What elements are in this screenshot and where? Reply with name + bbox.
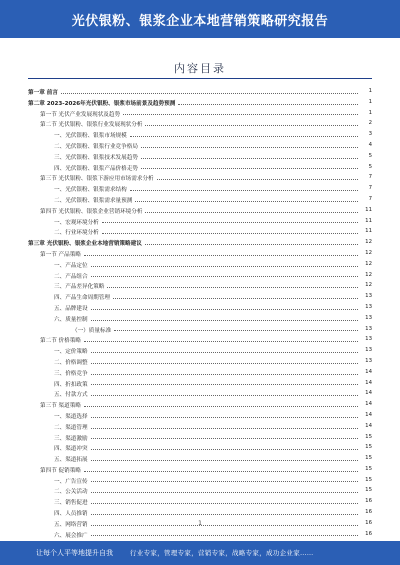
- toc-entry-page: 14: [365, 411, 372, 418]
- toc-leader-dots: [135, 201, 358, 202]
- toc-entry-label: 一、光伏银粉、银浆市场规模: [54, 133, 127, 140]
- toc-entry-label: 三、光伏银粉、银浆技术发展趋势: [54, 154, 138, 161]
- toc-entry-page: 15: [365, 455, 372, 462]
- top-banner: [0, 0, 400, 38]
- toc-leader-dots: [141, 147, 358, 148]
- toc-entry-label: 三、销售促进: [54, 500, 88, 507]
- toc-leader-dots: [91, 384, 358, 385]
- toc-leader-dots: [84, 406, 358, 407]
- toc-entry[interactable]: [28, 291, 372, 302]
- toc-entry-page: 13: [365, 293, 372, 300]
- toc-entry-page: 7: [368, 185, 372, 192]
- toc-entry[interactable]: [28, 162, 372, 173]
- toc-leader-dots: [145, 212, 358, 213]
- toc-leader-dots: [91, 352, 358, 353]
- toc-entry-label: 一、宏观环境分析: [54, 219, 99, 226]
- toc-entry-label: 第四节 光伏银粉、银浆企业营销环境分析: [40, 208, 143, 215]
- toc-entry[interactable]: [28, 86, 372, 97]
- toc-entry-page: 13: [365, 303, 372, 310]
- toc-entry[interactable]: [28, 432, 372, 443]
- toc-entry-page: 13: [365, 314, 372, 321]
- toc-entry-page: 14: [365, 379, 372, 386]
- toc-entry-label: 四、产品生命周期管理: [54, 295, 110, 302]
- toc-leader-dots: [145, 125, 358, 126]
- toc-leader-dots: [91, 266, 358, 267]
- toc-entry-page: 11: [365, 217, 372, 224]
- toc-entry-page: 11: [365, 228, 372, 235]
- toc-entry[interactable]: [28, 108, 372, 119]
- toc-leader-dots: [91, 320, 358, 321]
- toc-entry-label: 二、光伏银粉、银浆需求量预测: [54, 197, 133, 204]
- toc-entry[interactable]: [28, 194, 372, 205]
- toc-entry-page: 14: [365, 422, 372, 429]
- toc-entry-page: 7: [368, 195, 372, 202]
- toc-entry-page: 15: [365, 433, 372, 440]
- toc-entry[interactable]: [28, 410, 372, 421]
- toc-entry[interactable]: [28, 324, 372, 335]
- footer-brand: 让每个人平等地提升自我: [36, 549, 113, 557]
- toc-entry-page: 15: [365, 465, 372, 472]
- toc-leader-dots: [114, 330, 358, 331]
- toc-leader-dots: [145, 244, 358, 245]
- toc-entry[interactable]: [28, 151, 372, 162]
- toc-entry-page: 13: [365, 336, 372, 343]
- toc-entry-label: 第四节 促销策略: [40, 467, 81, 474]
- toc-entry[interactable]: [28, 226, 372, 237]
- toc-entry[interactable]: [28, 464, 372, 475]
- toc-leader-dots: [113, 298, 358, 299]
- toc-entry-label: 第三章 光伏银粉、银浆企业本地营销策略建议: [28, 241, 142, 248]
- toc-entry-label: 三、价格竞争: [54, 370, 88, 377]
- toc-leader-dots: [84, 471, 358, 472]
- toc-entry[interactable]: [28, 172, 372, 183]
- toc-leader-dots: [130, 190, 358, 191]
- toc-leader-dots: [91, 481, 358, 482]
- toc-entry-page: 12: [365, 260, 372, 267]
- toc-leader-dots: [84, 255, 358, 256]
- toc-entry-page: 16: [365, 498, 372, 505]
- toc-entry[interactable]: [28, 421, 372, 432]
- toc-leader-dots: [91, 438, 358, 439]
- toc-entry-label: 五、付款方式: [54, 392, 88, 399]
- toc-leader-dots: [91, 276, 358, 277]
- footer-banner: [0, 541, 400, 565]
- toc-entry-label: 第一章 前言: [28, 90, 58, 96]
- toc-leader-dots: [91, 514, 358, 515]
- toc-leader-dots: [91, 417, 358, 418]
- toc-entry[interactable]: [28, 388, 372, 399]
- toc-leader-dots: [107, 287, 358, 288]
- toc-leader-dots: [102, 222, 358, 223]
- toc-leader-dots: [91, 449, 358, 450]
- toc-entry[interactable]: [28, 97, 372, 108]
- toc-entry-label: 四、光伏银粉、银浆产品价格走势: [54, 165, 138, 172]
- toc-entry-page: 12: [365, 249, 372, 256]
- report-title: 光伏银粉、银浆企业本地营销策略研究报告: [71, 14, 329, 29]
- toc-entry-label: 第二节 价格策略: [40, 338, 81, 345]
- toc-entry[interactable]: [28, 248, 372, 259]
- toc-entry-label: 第三节 渠道策略: [40, 403, 81, 410]
- toc-leader-dots: [91, 492, 358, 493]
- toc-entry[interactable]: [28, 378, 372, 389]
- toc-entry-page: 2: [368, 120, 372, 127]
- toc-leader-dots: [141, 158, 358, 159]
- toc-entry-label: 一、定价策略: [54, 349, 88, 356]
- toc-entry-page: 16: [365, 519, 372, 526]
- toc-entry-page: 7: [368, 174, 372, 181]
- toc-entry-label: 四、渠道冲突: [54, 446, 88, 453]
- toc-entry[interactable]: [28, 280, 372, 291]
- toc-entry[interactable]: [28, 485, 372, 496]
- toc-entry-page: 5: [368, 152, 372, 159]
- toc-entry-page: 11: [365, 206, 372, 213]
- toc-entry-page: 16: [365, 530, 372, 537]
- toc-entry[interactable]: [28, 529, 372, 540]
- toc-entry[interactable]: [28, 442, 372, 453]
- toc-entry-label: 五、品牌建设: [54, 305, 88, 312]
- toc-entry-label: 六、展会推广: [54, 532, 88, 539]
- toc-entry[interactable]: [28, 302, 372, 313]
- toc-leader-dots: [130, 136, 358, 137]
- toc-entry-page: 14: [365, 368, 372, 375]
- toc-entry-label: 二、渠道管理: [54, 424, 88, 431]
- toc-entry-label: 二、公关活动: [54, 489, 88, 496]
- toc-entry-label: 第二节 光伏银粉、银浆行业发展现状分析: [40, 122, 143, 129]
- toc-entry[interactable]: [28, 507, 372, 518]
- page-number: 1: [198, 520, 202, 527]
- toc-entry-label: 二、价格调整: [54, 359, 88, 366]
- toc-entry-page: 4: [368, 141, 372, 148]
- toc-entry[interactable]: [28, 356, 372, 367]
- toc-entry[interactable]: [28, 129, 372, 140]
- toc-entry[interactable]: [28, 259, 372, 270]
- toc-entry[interactable]: [28, 216, 372, 227]
- toc-entry[interactable]: [28, 270, 372, 281]
- toc-leader-dots: [91, 428, 358, 429]
- toc-heading: 内容目录: [174, 62, 226, 75]
- toc-entry[interactable]: [28, 140, 372, 151]
- toc-entry-page: 15: [365, 487, 372, 494]
- toc-entry[interactable]: [28, 399, 372, 410]
- toc-leader-dots: [91, 460, 358, 461]
- toc-entry-label: 第一节 产品策略: [40, 251, 81, 258]
- toc-entry-page: 1: [368, 109, 372, 116]
- toc-entry[interactable]: [28, 118, 372, 129]
- toc-entry[interactable]: [28, 205, 372, 216]
- toc-leader-dots: [91, 535, 358, 536]
- toc-entry-page: 5: [368, 163, 372, 170]
- toc-entry-page: 12: [365, 271, 372, 278]
- toc-entry-page: 1: [368, 98, 372, 105]
- toc-leader-dots: [91, 374, 358, 375]
- toc-leader-dots: [91, 503, 358, 504]
- toc-entry-page: 12: [365, 239, 372, 246]
- toc-entry-page: 14: [365, 390, 372, 397]
- toc-entry-label: 二、光伏银粉、银浆行业竞争格局: [54, 143, 138, 150]
- toc-entry-label: 四、折扣政策: [54, 381, 88, 388]
- toc-entry-page: 13: [365, 325, 372, 332]
- toc-entry-page: 15: [365, 476, 372, 483]
- toc-entry[interactable]: [28, 237, 372, 248]
- toc-entry-label: 五、网络营销: [54, 521, 88, 528]
- toc-entry-page: 1: [368, 88, 372, 94]
- toc-entry-page: 14: [365, 401, 372, 408]
- toc-entry[interactable]: [28, 496, 372, 507]
- toc-entry-page: 16: [365, 509, 372, 516]
- toc-entry-label: （一）质量标准: [72, 327, 112, 334]
- toc-entry-page: 13: [365, 357, 372, 364]
- toc-leader-dots: [91, 395, 358, 396]
- toc-entry-label: 一、广告宣传: [54, 478, 88, 485]
- toc-leader-dots: [61, 93, 358, 94]
- toc-entry-label: 第三节 光伏银粉、银浆下游应用市场需求分析: [40, 176, 154, 183]
- toc-entry[interactable]: [28, 367, 372, 378]
- toc-entry-label: 一、渠道选择: [54, 413, 88, 420]
- toc-entry-label: 第一节 光伏产业发展现状及趋势: [40, 111, 121, 118]
- heading-divider: [28, 78, 372, 79]
- toc-entry-label: 第二章 2023-2026年光伏银粉、银浆市场前景及趋势预测: [28, 100, 176, 107]
- toc-entry[interactable]: [28, 313, 372, 324]
- toc-entry-label: 一、产品定位: [54, 262, 88, 269]
- toc-leader-dots: [178, 104, 358, 105]
- toc-entry[interactable]: [28, 475, 372, 486]
- toc-leader-dots: [102, 233, 358, 234]
- toc-entry-label: 一、光伏银粉、银浆需求结构: [54, 187, 127, 194]
- toc-leader-dots: [141, 168, 358, 169]
- toc-leader-dots: [84, 341, 358, 342]
- toc-leader-dots: [91, 309, 358, 310]
- toc-entry-page: 15: [365, 444, 372, 451]
- toc-entry-label: 二、行业环境分析: [54, 230, 99, 237]
- toc-entry[interactable]: [28, 183, 372, 194]
- toc-entry-label: 三、渠道激励: [54, 435, 88, 442]
- toc-entry-label: 五、渠道拓展: [54, 457, 88, 464]
- toc-entry-label: 四、人员推销: [54, 511, 88, 518]
- toc-entry-label: 三、产品差异化策略: [54, 284, 105, 291]
- toc-leader-dots: [123, 114, 358, 115]
- toc-entry[interactable]: [28, 453, 372, 464]
- toc-leader-dots: [157, 179, 358, 180]
- toc-entry-label: 二、产品组合: [54, 273, 88, 280]
- toc-leader-dots: [91, 363, 358, 364]
- toc-entry-page: 12: [365, 282, 372, 289]
- toc-entry[interactable]: [28, 334, 372, 345]
- toc-entry[interactable]: [28, 345, 372, 356]
- toc-entry-label: 六、质量控制: [54, 316, 88, 323]
- toc-entry-page: 3: [368, 131, 372, 138]
- footer-roles: 行业专家，管理专家，营销专家，战略专家，成功企业家……: [130, 549, 314, 557]
- table-of-contents: [28, 86, 372, 550]
- toc-entry-page: 13: [365, 347, 372, 354]
